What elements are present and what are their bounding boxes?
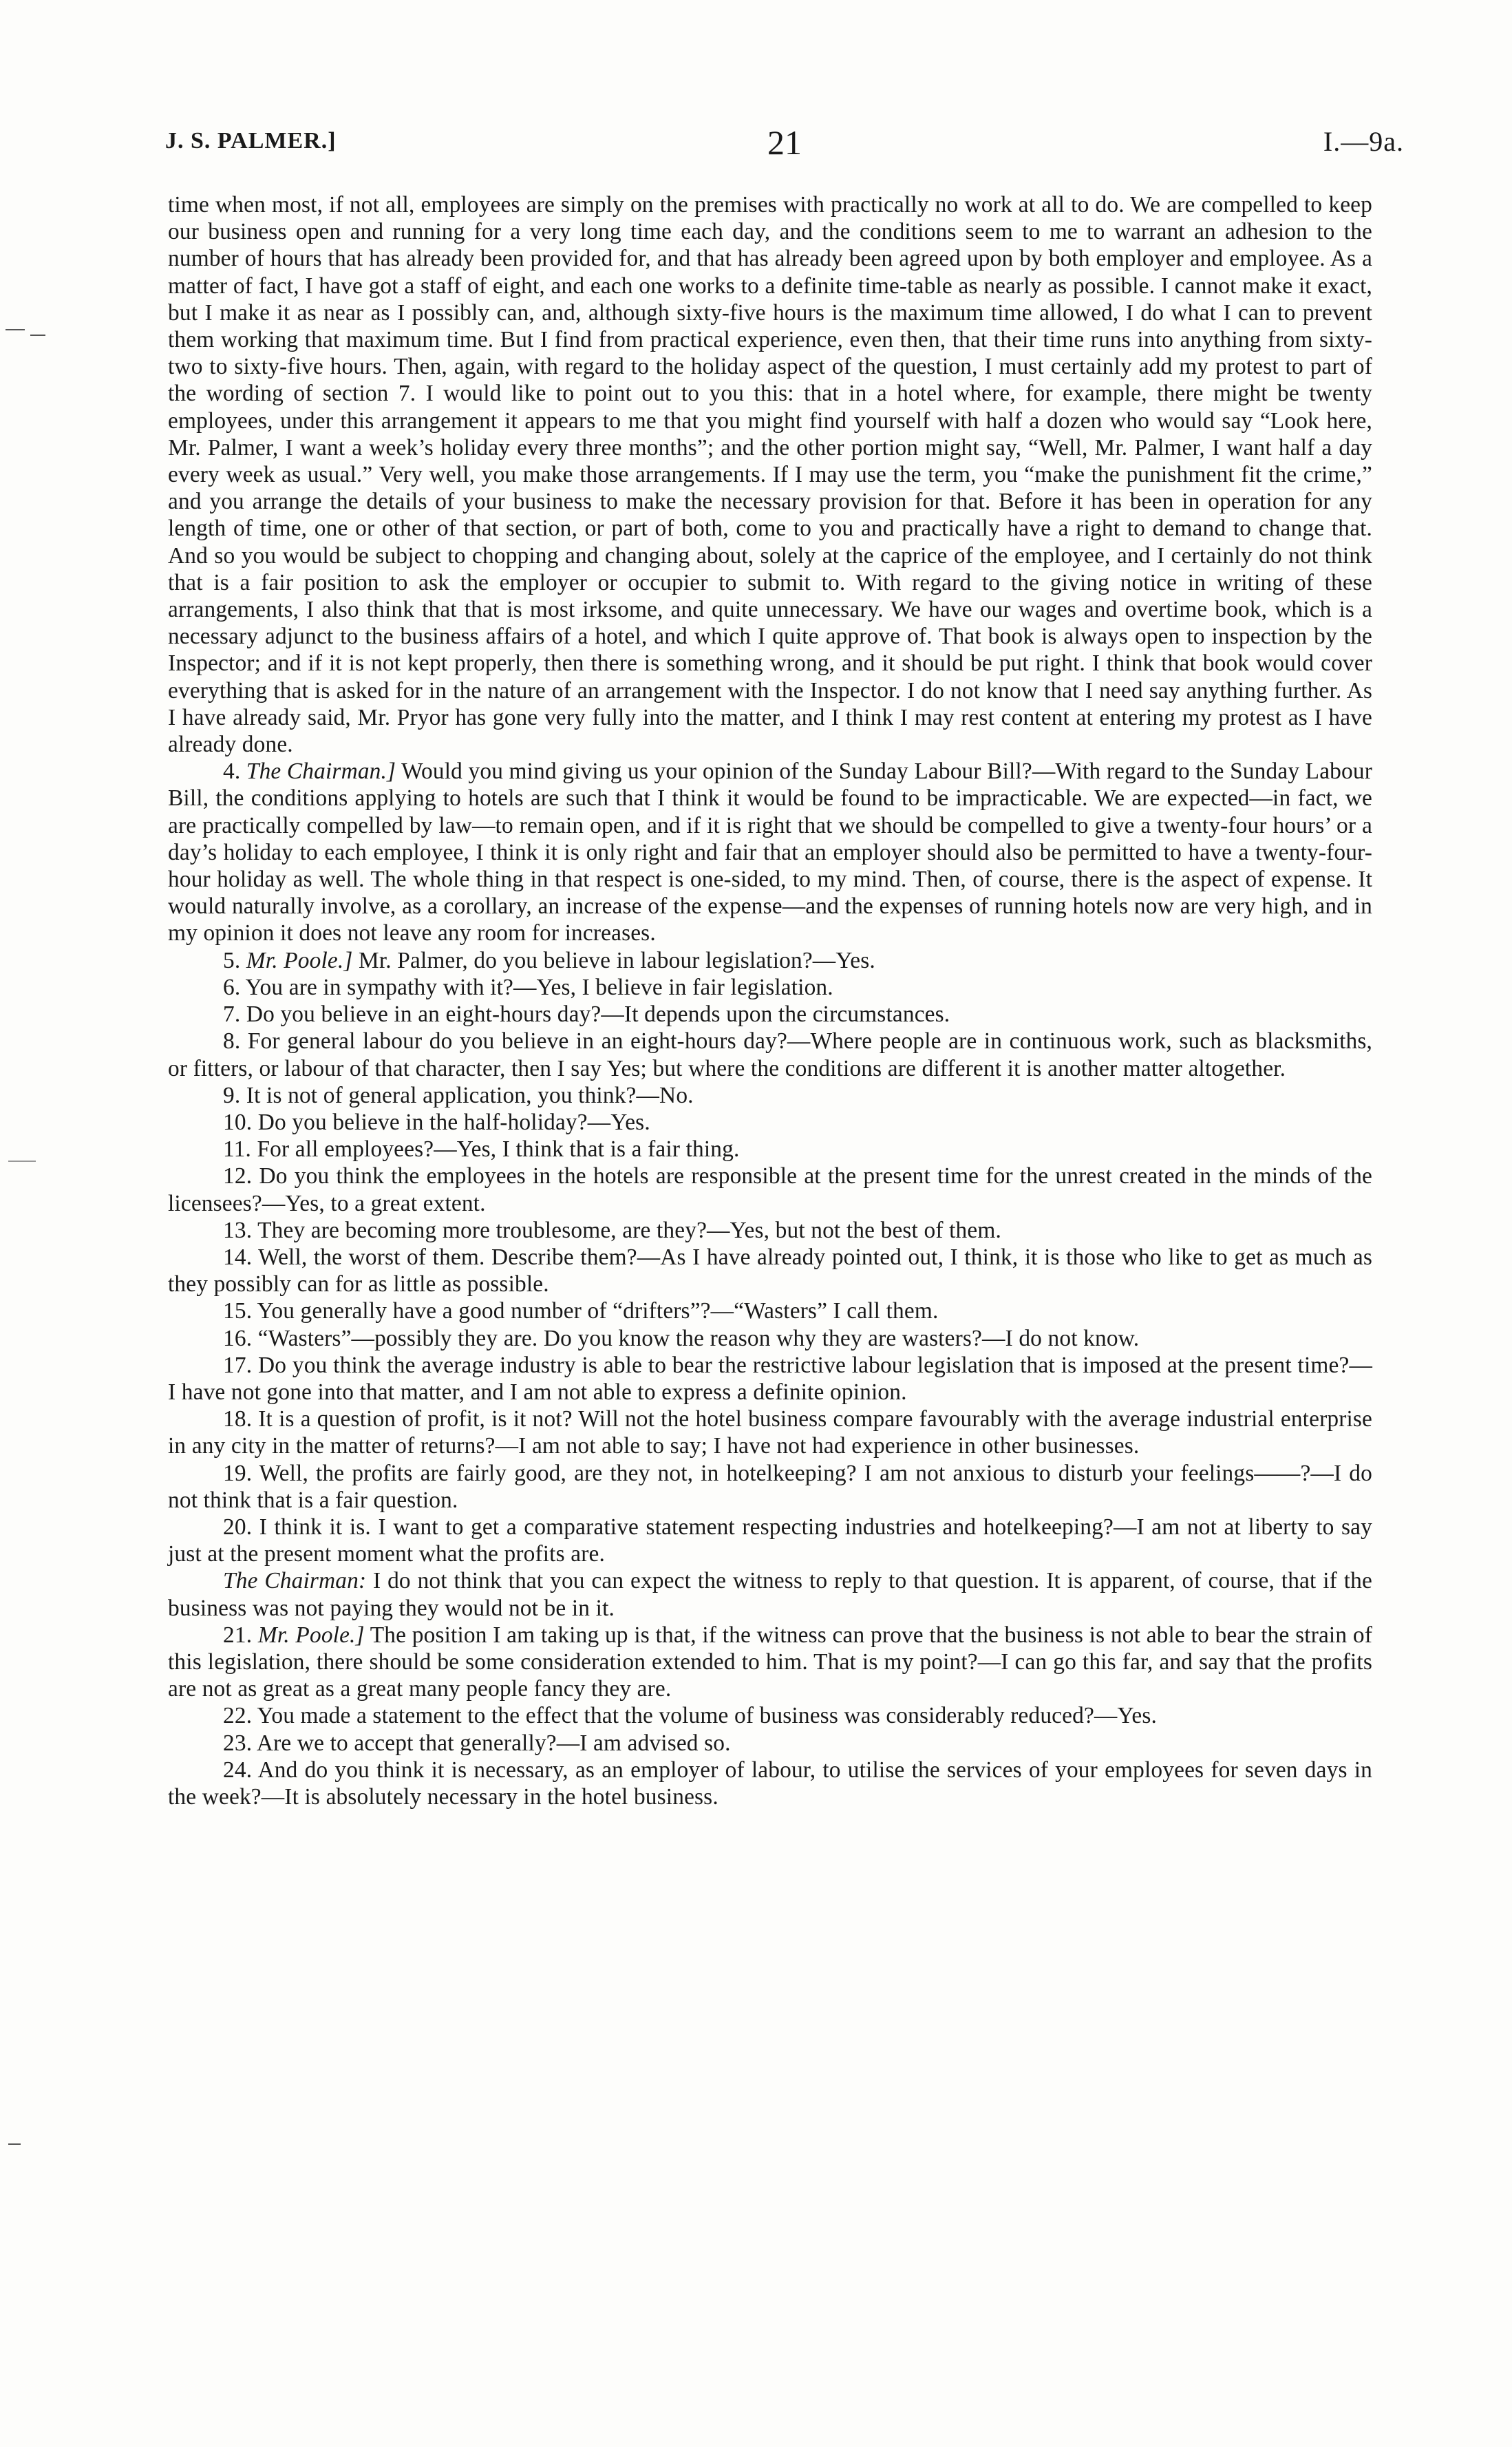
margin-mark [6,329,25,330]
question-paragraph [168,1730,1372,1757]
question-paragraph [168,1244,1372,1297]
question-number: 4. [223,759,246,785]
question-paragraph [168,1082,1372,1109]
question-number: 10. [223,1109,258,1135]
question-paragraph [168,1001,1372,1028]
speaker-name: Mr. Poole.] [246,947,353,973]
margin-mark [30,335,45,336]
question-text: For all employees?—Yes, I think that is a fair thing. [257,1136,740,1163]
question-text: The position I am taking up is that, if the witness can prove that the business is not able to bear the strain of this legislation, there should be some consideration extended to him. That is my point?—I can go this far, and say that the profits are not as great as a great many people fancy they are. [168,1622,1372,1702]
question-text: Do you think the average industry is able to bear the restrictive labour legislation that is imposed at the present time?—I have not gone into that matter, and I am not able to express a definite opinion. [168,1352,1372,1405]
opening-paragraph: time when most, if not all, employees are simply on the premises with practically no work at all to do. We are compelled to keep our business open and running for a very long time each day, and the conditions seem to me to warrant an adhesion to the number of hours that has already been provided for, and that has already been agreed upon by both employer and employee. As a matter of fact, I have got a staff of eight, and each one works to a definite time-table as nearly as possible. I cannot make it exact, but I make it as near as I possibly can, and, although sixty-five hours is the maximum time allowed, I do what I can to prevent them working that maximum time. But I find from practical experience, even then, that their time runs into anything from sixty-two to sixty-five hours. Then, again, with regard to the holiday aspect of the question, I must certainly add my protest to part of the wording of section 7. I would like to point out to you this: that in a hotel where, for example, there might be twenty employees, under this arrangement it appears to me that you might find yourself with half a dozen who would say “Look here, Mr. Palmer, I want a week’s holiday every three months”; and the other portion might say, “Well, Mr. Palmer, I want half a day every week as usual.” Very well, you make those arrangements. If I may use the term, you “make the punishment fit the crime,” and you arrange the details of your business to make the necessary provision for that. Before it has been in operation for any length of time, one or other of that section, or part of both, come to you and practically have a right to demand to change that. And so you would be subject to chopping and changing about, solely at the caprice of the employee, and I certainly do not think that is a fair position to ask the employer or occupier to submit to. With regard to the giving notice in writing of these arrangements, I also think that that is most irksome, and quite unnecessary. We have our wages and overtime book, which is a necessary adjunct to the business affairs of a hotel, and which I quite approve of. That book is always open to inspection by the Inspector; and if it is not kept properly, then there is something wrong, and it should be put right. I think that book would cover everything that is asked for in the nature of an arrangement with the Inspector. I do not know that I need say anything further. As I have already said, Mr. Pryor has gone very fully into the matter, and I think I may rest content at entering my protest as I have already done. [168,192,1372,758]
question-text: You generally have a good number of “drifters”?—“Wasters” I call them. [257,1298,939,1324]
question-paragraph [168,1163,1372,1216]
question-paragraph [168,1028,1372,1081]
document-body [168,191,1372,1810]
question-text: Well, the worst of them. Describe them?—As I have already pointed out, I think, it is those who like to get as much as they possibly can for as little as possible. [168,1244,1372,1297]
question-text: I think it is. I want to get a comparative statement respecting industries and hotelkeeping?—I am not at liberty to say just at the present moment what the profits are. [168,1514,1372,1567]
question-text: Do you think the employees in the hotels are responsible at the present time for the unrest created in the minds of the licensees?—Yes, to a great extent. [168,1163,1373,1216]
question-paragraph [168,1757,1372,1810]
question-number: 17. [223,1352,258,1378]
speaker-name: The Chairman: [223,1568,367,1594]
question-text: I do not think that you can expect the witness to reply to that question. It is apparent, of course, that if the business was not paying they would not be in it. [168,1568,1372,1621]
question-paragraph [168,974,1372,1001]
question-number: 24. [223,1757,258,1783]
question-text: And do you think it is necessary, as an employer of labour, to utilise the services of your employees for seven days in the week?—It is absolutely necessary in the hotel business. [168,1757,1373,1810]
question-paragraph [168,1460,1372,1514]
question-paragraph [168,1217,1372,1244]
question-text: You made a statement to the effect that the volume of business was considerably reduced?—Yes. [257,1703,1157,1729]
question-text: It is a question of profit, is it not? Will not the hotel business compare favourably with the average industrial enterprise in any city in the matter of returns?—I am not able to say; I have not had experience in other businesses. [168,1406,1373,1459]
question-paragraph [168,758,1372,946]
question-paragraph [168,1567,1372,1621]
question-paragraph [168,1352,1372,1406]
question-paragraph [168,1702,1372,1729]
question-paragraph [168,1406,1372,1459]
question-number: 11. [223,1136,257,1163]
question-text: Mr. Palmer, do you believe in labour legislation?—Yes. [352,947,875,973]
question-paragraph [168,947,1372,974]
witness-name: J. S. PALMER.] [165,128,337,153]
question-text: Are we to accept that generally?—I am advised so. [256,1730,731,1756]
question-number: 19. [223,1460,259,1486]
question-paragraph [168,1109,1372,1136]
question-paragraph [168,1622,1372,1703]
question-text: Do you believe in the half-holiday?—Yes. [257,1109,650,1135]
margin-mark [8,1161,36,1162]
question-number: 6. [223,974,246,1000]
question-number: 15. [223,1298,257,1324]
question-number: 21. [223,1622,258,1648]
page-number: 21 [767,123,802,162]
question-paragraph [168,1514,1372,1567]
question-paragraph [168,1136,1372,1163]
question-number: 8. [223,1028,248,1055]
question-text: For general labour do you believe in an eight-hours day?—Where people are in continuous work, such as blacksmiths, or fitters, or labour of that character, then I say Yes; but where the conditions are different it is another matter altogether. [168,1028,1372,1081]
question-number: 7. [223,1002,246,1028]
question-text: It is not of general application, you think?—No. [246,1082,694,1108]
question-number: 23. [223,1730,257,1756]
question-text: Do you believe in an eight-hours day?—It depends upon the circumstances. [246,1002,950,1028]
question-number: 9. [223,1082,246,1108]
question-number: 18. [223,1406,259,1432]
question-number: 20. [223,1514,259,1540]
question-number: 22. [223,1703,257,1729]
question-number: 5. [223,947,246,973]
question-paragraph [168,1297,1372,1324]
question-text: Well, the profits are fairly good, are they not, in hotelkeeping? I am not anxious to disturb your feelings——?—I do not think that is a fair question. [168,1460,1372,1513]
question-number: 14. [223,1244,259,1270]
question-paragraph [168,1325,1372,1352]
question-number: 16. [223,1325,258,1351]
question-number: 12. [223,1163,259,1189]
document-reference: I.—9a. [1323,126,1404,157]
question-text: Would you mind giving us your opinion of the Sunday Labour Bill?—With regard to the Sunday Labour Bill, the conditions applying to hotels are such that I think it would be found to be impracticable. We are expected—in fact, we are practically compelled by law—to remain open, and if it is right that we should be compelled to give a twenty-four hours’ or a day’s holiday to each employee, I think it is only right and fair that an employer should also be permitted to have a twenty-four-hour holiday as well. The whole thing in that respect is one-sided, to my mind. Then, of course, there is the aspect of expense. It would naturally involve, as a corollary, an increase of the expense—and the expenses of running hotels now are very high, and in my opinion it does not leave any room for increases. [168,759,1372,946]
page-header [165,123,1404,164]
question-text: You are in sympathy with it?—Yes, I believe in fair legislation. [245,974,833,1000]
question-text: “Wasters”—possibly they are. Do you know the reason why they are wasters?—I do not know. [257,1325,1140,1351]
speaker-name: The Chairman.] [246,759,396,785]
questions-list [168,758,1372,1810]
question-text: They are becoming more troublesome, are they?—Yes, but not the best of them. [257,1217,1001,1243]
speaker-name: Mr. Poole.] [257,1622,365,1648]
question-number: 13. [223,1217,258,1243]
margin-mark [8,2143,21,2145]
